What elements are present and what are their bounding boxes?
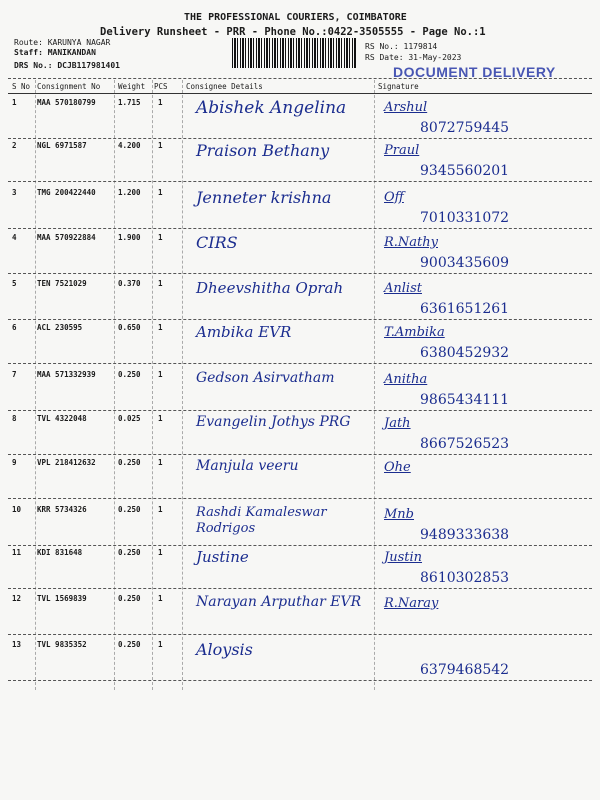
- row-pcs: 1: [158, 188, 163, 197]
- signature: Off: [384, 190, 404, 205]
- signature: Jath: [384, 416, 411, 431]
- row-weight: 0.025: [118, 414, 141, 423]
- signature: Justin: [384, 550, 423, 565]
- row-sno: 11: [12, 548, 22, 557]
- table-header-divider: [8, 93, 592, 94]
- row-pcs: 1: [158, 414, 163, 423]
- phone-number: 9865434111: [420, 392, 510, 408]
- consignee-name: Rashdi Kamaleswar Rodrigos: [196, 505, 327, 536]
- consignee-name: Manjula veeru: [196, 458, 299, 474]
- consignee-name: Ambika EVR: [196, 323, 292, 341]
- row-weight: 0.250: [118, 640, 141, 649]
- col-consignee: Consignee Details: [186, 82, 263, 91]
- consignee-name: Praison Bethany: [196, 141, 330, 160]
- phone-number: 9345560201: [420, 163, 510, 179]
- rs-date: RS Date: 31-May-2023: [365, 53, 462, 62]
- row-divider: [8, 410, 592, 411]
- col-weight: Weight: [118, 82, 146, 91]
- document-delivery-stamp: DOCUMENT DELIVERY: [393, 64, 556, 80]
- row-weight: 0.250: [118, 370, 141, 379]
- staff-label: Staff: MANIKANDAN: [14, 48, 96, 57]
- phone-number: 8667526523: [420, 436, 510, 452]
- row-pcs: 1: [158, 233, 163, 242]
- route-label: Route: KARUNYA NAGAR: [14, 38, 111, 47]
- row-consignment-no: MAA 570180799: [37, 98, 96, 107]
- consignee-name: CIRS: [196, 233, 238, 252]
- grid-line: [35, 80, 36, 690]
- grid-line: [114, 80, 115, 690]
- row-divider: [8, 363, 592, 364]
- header-divider: [8, 78, 592, 79]
- grid-line: [152, 80, 153, 690]
- consignee-name: Abishek Angelina: [196, 98, 347, 118]
- row-sno: 5: [12, 279, 17, 288]
- row-divider: [8, 588, 592, 589]
- row-consignment-no: TVL 4322048: [37, 414, 87, 423]
- row-consignment-no: MAA 570922884: [37, 233, 96, 242]
- consignee-name: Gedson Asirvatham: [196, 370, 335, 386]
- row-weight: 0.250: [118, 548, 141, 557]
- consignee-name: Dheevshitha Oprah: [196, 279, 344, 297]
- row-sno: 4: [12, 233, 17, 242]
- rs-number: RS No.: 1179814: [365, 42, 438, 51]
- row-consignment-no: ACL 230595: [37, 323, 83, 332]
- row-weight: 1.900: [118, 233, 141, 242]
- row-divider: [8, 228, 592, 229]
- row-sno: 9: [12, 458, 17, 467]
- row-pcs: 1: [158, 370, 163, 379]
- company-title: THE PROFESSIONAL COURIERS, COIMBATORE: [184, 12, 407, 23]
- signature: Ohe: [384, 460, 411, 475]
- col-signature: Signature: [378, 82, 419, 91]
- row-pcs: 1: [158, 323, 163, 332]
- signature: Anlist: [384, 281, 422, 296]
- consignee-name: Jenneter krishna: [196, 188, 332, 207]
- row-weight: 4.200: [118, 141, 141, 150]
- grid-line: [182, 80, 183, 690]
- row-divider: [8, 680, 592, 681]
- barcode: [232, 38, 357, 68]
- col-consignment: Consignment No: [37, 82, 101, 91]
- row-divider: [8, 634, 592, 635]
- consignee-name: Justine: [196, 548, 249, 566]
- row-sno: 7: [12, 370, 17, 379]
- row-weight: 1.200: [118, 188, 141, 197]
- row-pcs: 1: [158, 141, 163, 150]
- row-weight: 0.250: [118, 505, 141, 514]
- row-sno: 13: [12, 640, 22, 649]
- consignee-name: Aloysis: [196, 640, 253, 659]
- row-sno: 2: [12, 141, 17, 150]
- signature: Arshul: [384, 100, 428, 115]
- signature: T.Ambika: [384, 325, 445, 340]
- phone-number: 6379468542: [420, 662, 510, 678]
- row-consignment-no: NGL 6971587: [37, 141, 87, 150]
- row-weight: 1.715: [118, 98, 141, 107]
- row-divider: [8, 181, 592, 182]
- row-sno: 10: [12, 505, 22, 514]
- signature: R.Naray: [384, 596, 439, 611]
- row-pcs: 1: [158, 98, 163, 107]
- row-sno: 3: [12, 188, 17, 197]
- row-pcs: 1: [158, 505, 163, 514]
- row-divider: [8, 545, 592, 546]
- drs-number: DRS No.: DCJB117981401: [14, 61, 120, 70]
- row-pcs: 1: [158, 458, 163, 467]
- row-pcs: 1: [158, 548, 163, 557]
- signature: Mnb: [384, 507, 415, 522]
- row-divider: [8, 273, 592, 274]
- row-weight: 0.650: [118, 323, 141, 332]
- signature: R.Nathy: [384, 235, 438, 250]
- consignee-name: Narayan Arputhar EVR: [196, 594, 362, 610]
- signature: Anitha: [384, 372, 428, 387]
- row-weight: 0.250: [118, 594, 141, 603]
- consignee-name: Evangelin Jothys PRG: [196, 414, 351, 430]
- row-pcs: 1: [158, 279, 163, 288]
- col-sno: S No: [12, 82, 31, 91]
- row-sno: 12: [12, 594, 22, 603]
- signature: Praul: [384, 143, 420, 158]
- row-consignment-no: MAA 571332939: [37, 370, 96, 379]
- grid-line: [374, 80, 375, 690]
- row-consignment-no: TMG 200422440: [37, 188, 96, 197]
- row-divider: [8, 138, 592, 139]
- row-pcs: 1: [158, 640, 163, 649]
- row-divider: [8, 498, 592, 499]
- phone-number: 6361651261: [420, 301, 510, 317]
- runsheet-subtitle: Delivery Runsheet - PRR - Phone No.:0422-3505555 - Page No.:1: [100, 26, 486, 38]
- phone-number: 9003435609: [420, 255, 510, 271]
- phone-number: 8610302853: [420, 570, 510, 586]
- row-sno: 1: [12, 98, 17, 107]
- row-sno: 8: [12, 414, 17, 423]
- row-divider: [8, 319, 592, 320]
- phone-number: 6380452932: [420, 345, 510, 361]
- row-consignment-no: TVL 9835352: [37, 640, 87, 649]
- col-pcs: PCS: [154, 82, 168, 91]
- row-sno: 6: [12, 323, 17, 332]
- phone-number: 8072759445: [420, 120, 510, 136]
- row-consignment-no: TEN 7521029: [37, 279, 87, 288]
- row-consignment-no: KRR 5734326: [37, 505, 87, 514]
- row-consignment-no: VPL 218412632: [37, 458, 96, 467]
- phone-number: 9489333638: [420, 527, 510, 543]
- row-weight: 0.250: [118, 458, 141, 467]
- row-consignment-no: KDI 831648: [37, 548, 83, 557]
- row-consignment-no: TVL 1569839: [37, 594, 87, 603]
- row-divider: [8, 454, 592, 455]
- row-weight: 0.370: [118, 279, 141, 288]
- phone-number: 7010331072: [420, 210, 510, 226]
- row-pcs: 1: [158, 594, 163, 603]
